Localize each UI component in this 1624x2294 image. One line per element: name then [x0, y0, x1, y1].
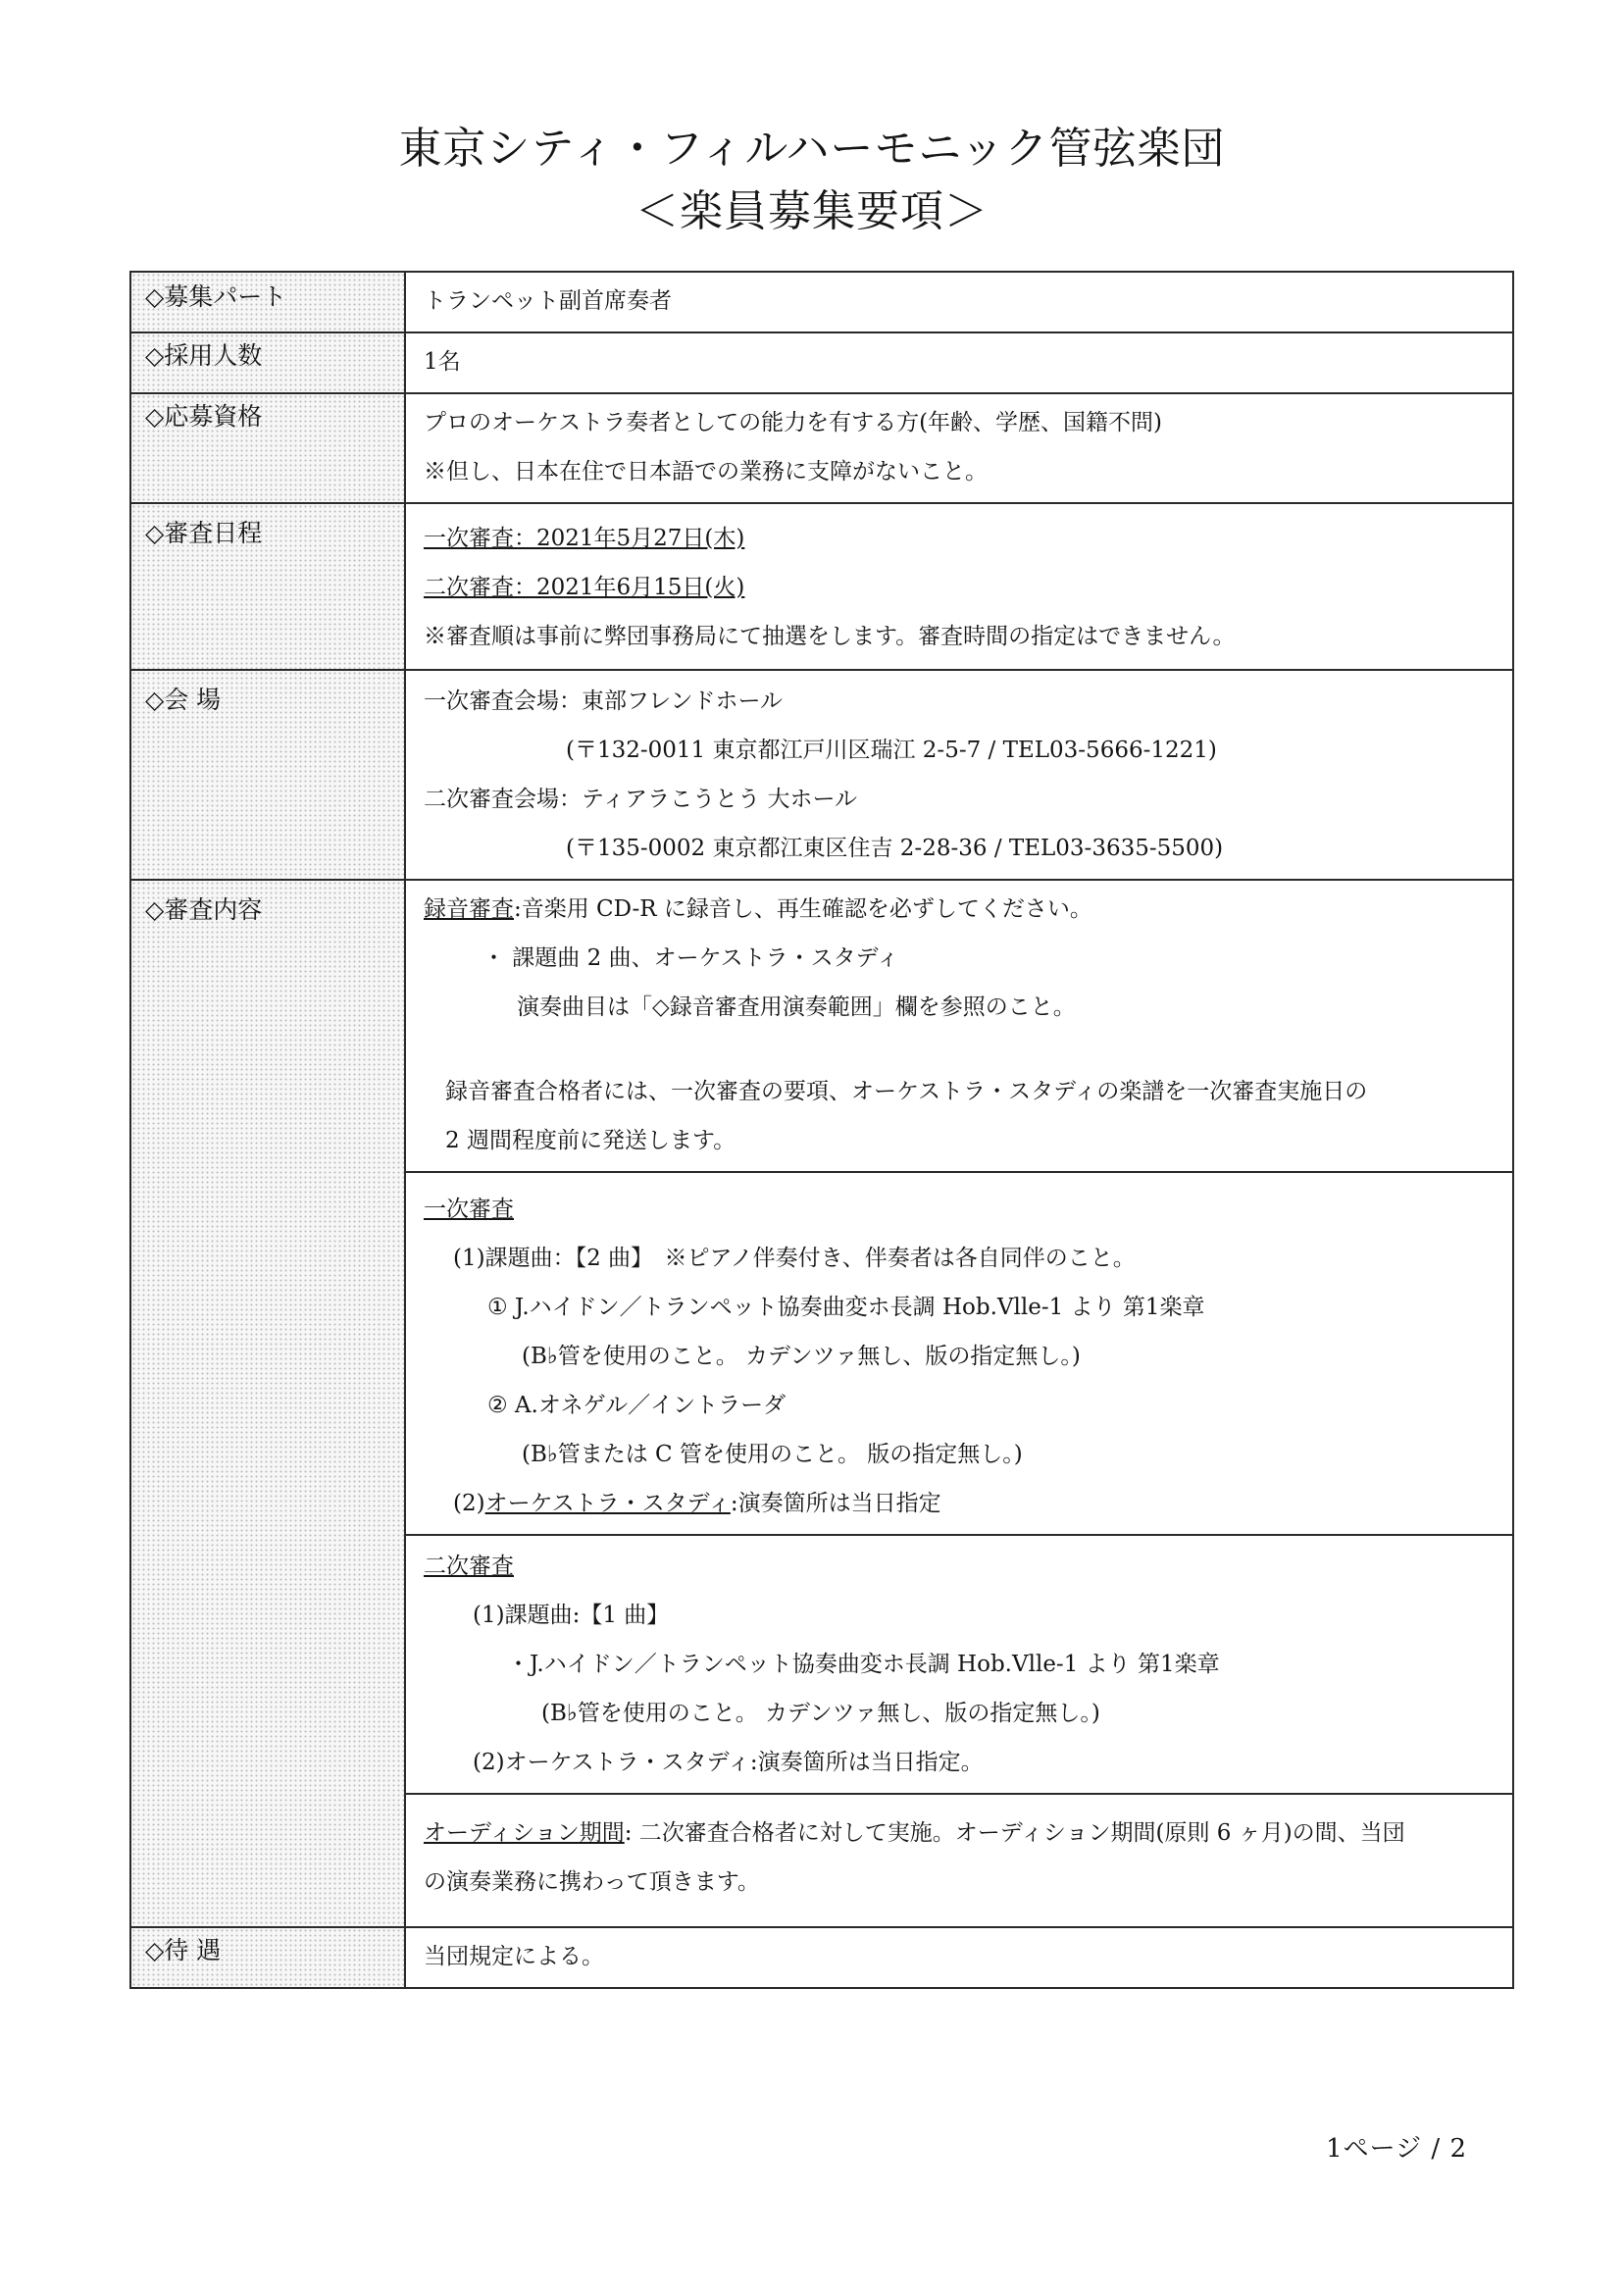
- label-qualification: ◇応募資格: [145, 402, 263, 431]
- first-exam-study-prefix: (2): [453, 1491, 485, 1516]
- first-exam-study-link: オーケストラ・スタディ: [484, 1491, 731, 1516]
- value-cell: [405, 670, 1513, 880]
- first-exam-piece-2: ② A.オネゲル／イントラーダ: [487, 1393, 787, 1418]
- row-qualification: [130, 393, 1513, 503]
- value-treatment: 当団規定による。: [424, 1944, 604, 1969]
- value-cell: [405, 1794, 1513, 1927]
- row-part: [130, 272, 1513, 332]
- page-number: 1ページ / 2: [1326, 2134, 1467, 2164]
- first-exam-piece-1: ① J.ハイドン／トランペット協奏曲変ホ長調 Hob.Vlle-1 より 第1楽章: [487, 1295, 1205, 1320]
- label-count: ◇採用人数: [145, 341, 263, 370]
- label-venue: ◇会 場: [145, 686, 222, 714]
- label-cell: [130, 393, 405, 503]
- first-exam-pieces: (1)課題曲：【2 曲】 ※ピアノ伴奏付き、伴奏者は各自同伴のこと。: [453, 1246, 1136, 1271]
- row-venue: [130, 670, 1513, 880]
- value-cell: [405, 1172, 1513, 1535]
- second-exam-piece-1-note: (B♭管を使用のこと。 カデンツァ無し、版の指定無し。): [541, 1701, 1100, 1726]
- title-orchestra-name: 東京シティ・フィルハーモニック管弦楽団: [398, 124, 1226, 174]
- schedule-first: 一次審査：2021年5月27日(木): [424, 526, 745, 551]
- value-count: 1名: [424, 349, 461, 375]
- label-content: ◇審査内容: [145, 895, 263, 924]
- label-cell: [130, 332, 405, 393]
- value-cell: [405, 272, 1513, 332]
- qualification-line2: ※但し、日本在住で日本語での業務に支障がないこと。: [424, 459, 988, 484]
- audition-text-1: : 二次審査合格者に対して実施。オーディション期間(原則 6 ヶ月)の間、当団: [624, 1820, 1405, 1846]
- value-cell: [405, 332, 1513, 393]
- audition-heading: オーディション期間: [424, 1820, 625, 1846]
- venue-first: 一次審査会場：東部フレンドホール: [424, 688, 784, 714]
- first-exam-heading: 一次審査: [424, 1197, 514, 1222]
- second-exam-heading: 二次審査: [424, 1554, 514, 1579]
- second-exam-study: (2)オーケストラ・スタディ:演奏箇所は当日指定。: [473, 1750, 984, 1775]
- row-count: [130, 332, 1513, 393]
- row-treatment: [130, 1927, 1513, 1988]
- first-exam-piece-1-note: (B♭管を使用のこと。 カデンツァ無し、版の指定無し。): [522, 1344, 1081, 1369]
- label-cell: [130, 670, 405, 880]
- second-exam-piece-1: ・J.ハイドン／トランペット協奏曲変ホ長調 Hob.Vlle-1 より 第1楽章: [507, 1652, 1220, 1677]
- second-exam-pieces: (1)課題曲:【1 曲】: [473, 1603, 670, 1628]
- recording-notice-1: 録音審査合格者には、一次審査の要項、オーケストラ・スタディの楽譜を一次審査実施日の: [445, 1079, 1368, 1104]
- label-cell: [130, 272, 405, 332]
- label-treatment: ◇待 遇: [145, 1936, 222, 1964]
- value-cell: [405, 503, 1513, 670]
- label-cell: [130, 503, 405, 670]
- schedule-note: ※審査順は事前に弊団事務局にて抽選をします。審査時間の指定はできません。: [424, 624, 1236, 649]
- label-part: ◇募集パート: [145, 282, 287, 311]
- recording-reference: 演奏曲目は「◇録音審査用演奏範囲」欄を参照のこと。: [517, 994, 1076, 1020]
- recording-heading: 録音審査: [424, 896, 514, 922]
- value-part: トランペット副首席奏者: [424, 288, 672, 314]
- value-cell: [405, 1927, 1513, 1988]
- qualification-line1: プロのオーケストラ奏者としての能力を有する方(年齢、学歴、国籍不問): [424, 410, 1163, 435]
- schedule-second: 二次審査：2021年6月15日(火): [424, 575, 745, 600]
- recording-intro: :音楽用 CD-R に録音し、再生確認を必ずしてください。: [514, 896, 1092, 922]
- label-schedule: ◇審査日程: [145, 519, 263, 547]
- recording-item: ・ 課題曲 2 曲、オーケストラ・スタディ: [482, 945, 899, 971]
- value-cell: [405, 393, 1513, 503]
- row-content-recording: [130, 880, 1513, 1172]
- row-schedule: [130, 503, 1513, 670]
- audition-text-2: の演奏業務に携わって頂きます。: [424, 1869, 760, 1895]
- recording-notice-2: 2 週間程度前に発送します。: [445, 1128, 736, 1153]
- title-subtitle: ＜楽員募集要項＞: [635, 186, 989, 236]
- label-cell: [130, 880, 405, 1927]
- venue-second-address: (〒135-0002 東京都江東区住吉 2-28-36 / TEL03-3635-5500): [566, 836, 1224, 861]
- label-cell: [130, 1927, 405, 1988]
- value-cell: [405, 880, 1513, 1172]
- first-exam-piece-2-note: (B♭管または C 管を使用のこと。 版の指定無し。): [522, 1442, 1023, 1467]
- recruitment-table: [129, 271, 1514, 1989]
- document-title: [0, 118, 1624, 243]
- venue-first-address: (〒132-0011 東京都江戸川区瑞江 2-5-7 / TEL03-5666-1221): [566, 738, 1217, 763]
- venue-second: 二次審査会場：ティアラこうとう 大ホール: [424, 787, 858, 812]
- value-cell: [405, 1535, 1513, 1794]
- first-exam-study-rest: :演奏箇所は当日指定: [730, 1491, 941, 1516]
